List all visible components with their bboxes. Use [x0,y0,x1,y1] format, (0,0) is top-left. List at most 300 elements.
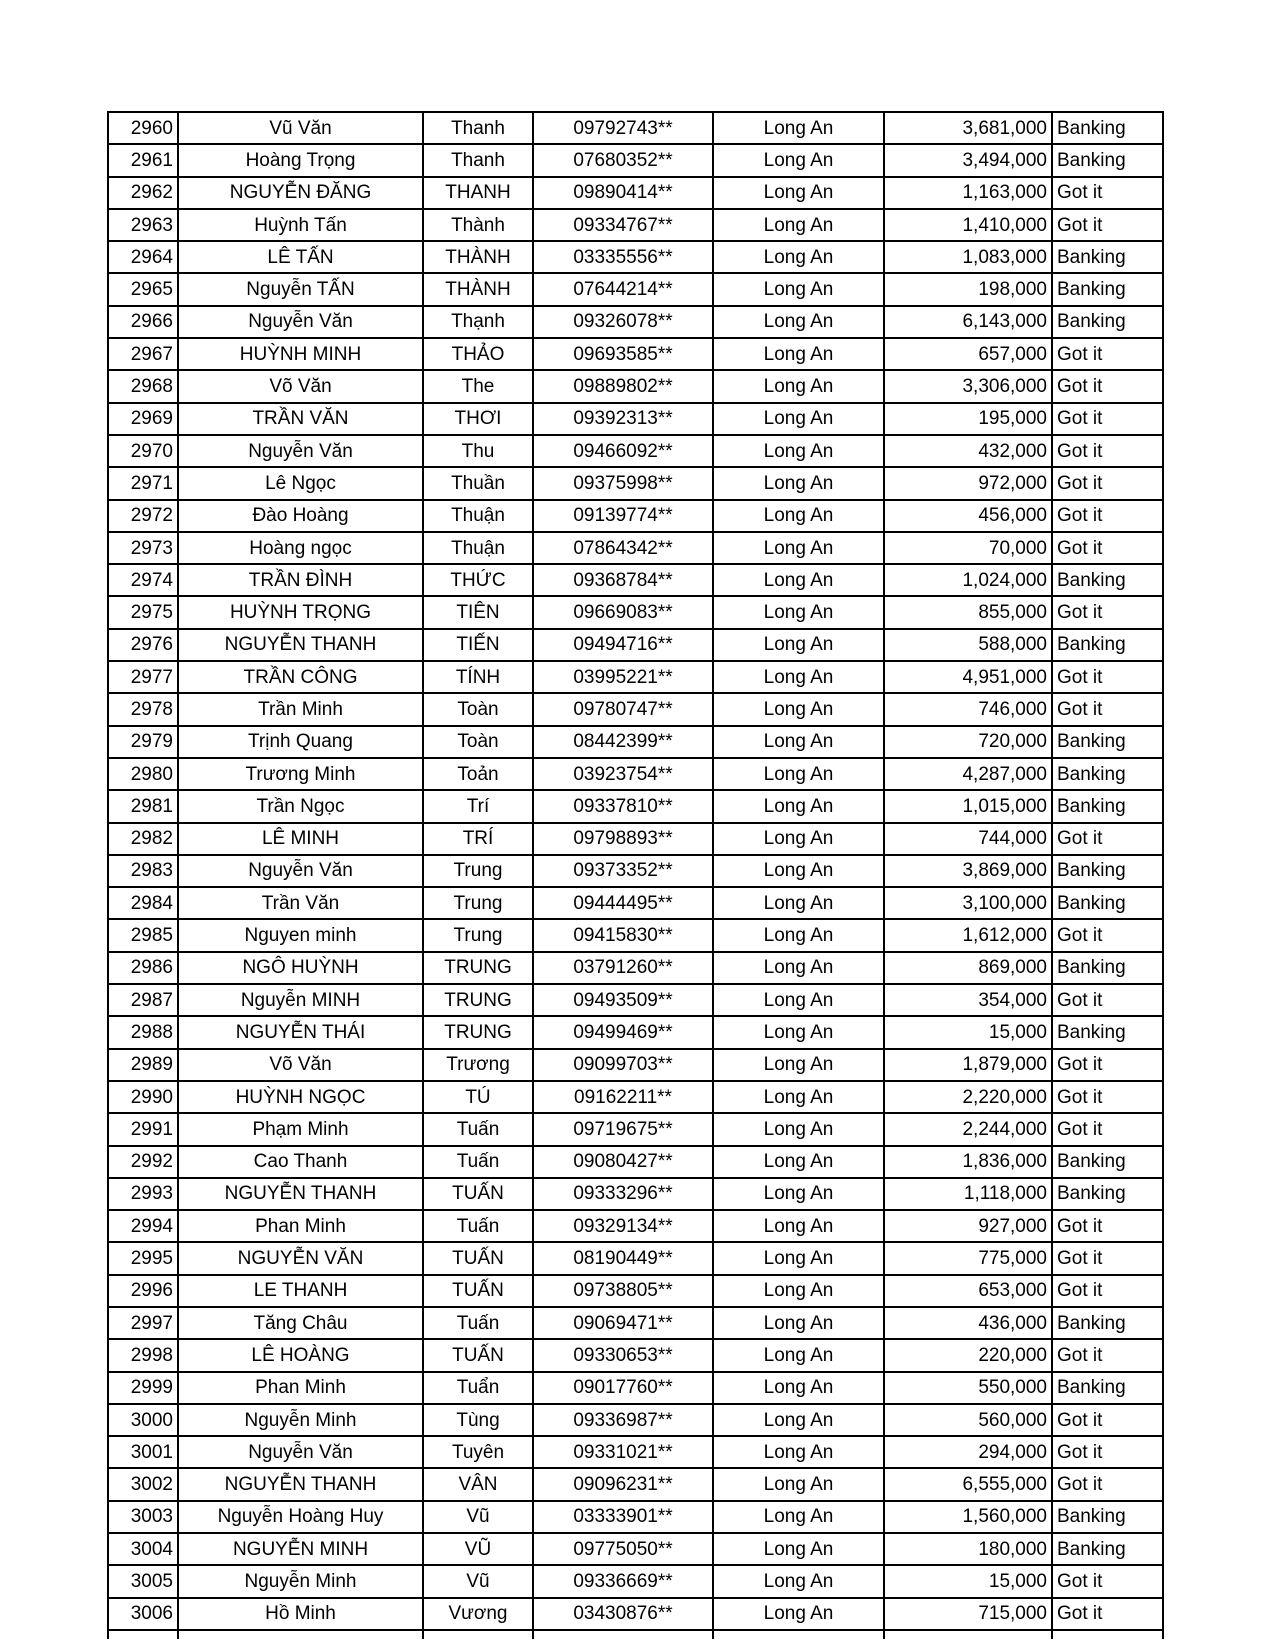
cell-last_name: HUỲNH NGỌC [178,1081,423,1113]
cell-amount: 220,000 [884,1339,1052,1371]
cell-last_name: Nguyễn Văn [178,855,423,887]
cell-first_name: TUẤN [423,1339,533,1371]
cell-status: Got it [1052,1404,1163,1436]
cell-row_id: 2962 [108,177,178,209]
cell-status: Banking [1052,564,1163,596]
cell-province: Long An [713,1210,884,1242]
cell-first_name: THÀNH [423,241,533,273]
cut-off-cell-stub [108,1630,178,1639]
cell-province: Long An [713,370,884,402]
cell-first_name: THẢO [423,338,533,370]
table-row [108,661,1163,693]
cell-first_name: Tuấn [423,1210,533,1242]
table-row [108,338,1163,370]
cell-amount: 1,879,000 [884,1049,1052,1081]
table-row [108,1178,1163,1210]
cell-amount: 1,410,000 [884,209,1052,241]
cell-province: Long An [713,855,884,887]
cell-phone: 03430876** [533,1598,713,1630]
cell-status: Banking [1052,887,1163,919]
cell-phone: 09494716** [533,629,713,661]
cut-off-cell-stub [713,1630,884,1639]
table-row [108,1404,1163,1436]
cell-status: Banking [1052,144,1163,176]
table-row [108,1016,1163,1048]
cell-phone: 03923754** [533,758,713,790]
cell-province: Long An [713,532,884,564]
cell-amount: 560,000 [884,1404,1052,1436]
table-row [108,306,1163,338]
table-row [108,855,1163,887]
cell-status: Got it [1052,823,1163,855]
cell-phone: 09375998** [533,467,713,499]
cell-phone: 09466092** [533,435,713,467]
table-row [108,1372,1163,1404]
cell-last_name: Hồ Minh [178,1598,423,1630]
cell-row_id: 2985 [108,919,178,951]
cell-first_name: Thuận [423,500,533,532]
cell-phone: 08190449** [533,1242,713,1274]
cell-phone: 09139774** [533,500,713,532]
cell-row_id: 3006 [108,1598,178,1630]
cell-status: Got it [1052,693,1163,725]
cell-phone: 09693585** [533,338,713,370]
cut-off-cell-stub [884,1630,1052,1639]
recipient-table [107,111,1164,1639]
cell-row_id: 2971 [108,467,178,499]
cell-first_name: TUẤN [423,1178,533,1210]
cell-province: Long An [713,823,884,855]
cell-amount: 972,000 [884,467,1052,499]
cell-status: Got it [1052,1081,1163,1113]
cell-last_name: Phan Minh [178,1210,423,1242]
cell-amount: 927,000 [884,1210,1052,1242]
cell-province: Long An [713,984,884,1016]
cell-status: Got it [1052,532,1163,564]
cell-first_name: TRUNG [423,952,533,984]
cell-row_id: 2964 [108,241,178,273]
cell-phone: 09780747** [533,693,713,725]
cell-last_name: Võ Văn [178,370,423,402]
cell-status: Got it [1052,500,1163,532]
cell-row_id: 3004 [108,1533,178,1565]
cell-phone: 09080427** [533,1146,713,1178]
cell-last_name: NGUYỄN THANH [178,629,423,661]
cell-status: Got it [1052,1275,1163,1307]
cell-last_name: Phạm Minh [178,1113,423,1145]
cell-phone: 09889802** [533,370,713,402]
cell-last_name: Trần Minh [178,693,423,725]
cell-phone: 09326078** [533,306,713,338]
cell-phone: 09798893** [533,823,713,855]
cell-row_id: 2969 [108,403,178,435]
cell-status: Banking [1052,726,1163,758]
cell-phone: 08442399** [533,726,713,758]
cell-first_name: Toàn [423,693,533,725]
cell-status: Got it [1052,1598,1163,1630]
cell-status: Banking [1052,855,1163,887]
cell-first_name: Vũ [423,1501,533,1533]
cell-last_name: HUỲNH MINH [178,338,423,370]
cell-row_id: 2977 [108,661,178,693]
cell-amount: 1,024,000 [884,564,1052,596]
table-row [108,1049,1163,1081]
cell-status: Got it [1052,338,1163,370]
table-row [108,919,1163,951]
cell-row_id: 3002 [108,1468,178,1500]
cell-amount: 1,612,000 [884,919,1052,951]
cell-first_name: Tùng [423,1404,533,1436]
cell-province: Long An [713,273,884,305]
cell-amount: 1,836,000 [884,1146,1052,1178]
cell-amount: 15,000 [884,1016,1052,1048]
cell-first_name: TUẤN [423,1242,533,1274]
table-row [108,758,1163,790]
table-row [108,1113,1163,1145]
table-row [108,629,1163,661]
cell-last_name: Nguyễn MINH [178,984,423,1016]
cell-amount: 3,306,000 [884,370,1052,402]
cell-phone: 09669083** [533,596,713,628]
cell-amount: 294,000 [884,1436,1052,1468]
cell-row_id: 2999 [108,1372,178,1404]
cell-amount: 3,681,000 [884,112,1052,144]
cell-first_name: TÍNH [423,661,533,693]
cell-amount: 6,555,000 [884,1468,1052,1500]
cut-off-cell-stub [1052,1630,1163,1639]
cell-province: Long An [713,1146,884,1178]
cell-first_name: Vương [423,1598,533,1630]
cell-amount: 775,000 [884,1242,1052,1274]
cell-row_id: 2982 [108,823,178,855]
cell-status: Banking [1052,306,1163,338]
cell-province: Long An [713,693,884,725]
cell-last_name: Nguyễn Minh [178,1565,423,1597]
cell-row_id: 2965 [108,273,178,305]
cell-amount: 3,100,000 [884,887,1052,919]
cell-last_name: LE THANH [178,1275,423,1307]
cell-phone: 09415830** [533,919,713,951]
cell-row_id: 2994 [108,1210,178,1242]
cell-amount: 2,244,000 [884,1113,1052,1145]
cut-off-cell-stub [533,1630,713,1639]
cell-phone: 03333901** [533,1501,713,1533]
cell-phone: 09719675** [533,1113,713,1145]
cell-last_name: Đào Hoàng [178,500,423,532]
cell-status: Banking [1052,758,1163,790]
cell-status: Banking [1052,952,1163,984]
cell-province: Long An [713,435,884,467]
cell-first_name: Thuận [423,532,533,564]
cell-phone: 09099703** [533,1049,713,1081]
cell-amount: 550,000 [884,1372,1052,1404]
cell-first_name: Trung [423,855,533,887]
cell-phone: 09336669** [533,1565,713,1597]
table-row [108,887,1163,919]
cell-province: Long An [713,1178,884,1210]
table-row [108,1468,1163,1500]
cell-phone: 09444495** [533,887,713,919]
cell-province: Long An [713,1533,884,1565]
cell-row_id: 2993 [108,1178,178,1210]
cell-phone: 09334767** [533,209,713,241]
cell-status: Banking [1052,1372,1163,1404]
cell-first_name: Trung [423,887,533,919]
cell-row_id: 2984 [108,887,178,919]
cell-status: Got it [1052,984,1163,1016]
cell-status: Banking [1052,1501,1163,1533]
cell-first_name: Trương [423,1049,533,1081]
cell-last_name: Nguyễn Văn [178,435,423,467]
cell-last_name: Hoàng ngọc [178,532,423,564]
table-row [108,790,1163,822]
cell-province: Long An [713,629,884,661]
cell-first_name: Trí [423,790,533,822]
cell-status: Banking [1052,1533,1163,1565]
cell-status: Banking [1052,1146,1163,1178]
cell-row_id: 2981 [108,790,178,822]
table-row [108,726,1163,758]
cell-first_name: VÂN [423,1468,533,1500]
cell-province: Long An [713,919,884,951]
cell-phone: 09499469** [533,1016,713,1048]
cell-last_name: Trần Văn [178,887,423,919]
cell-row_id: 2966 [108,306,178,338]
cell-row_id: 2975 [108,596,178,628]
cell-amount: 1,083,000 [884,241,1052,273]
cell-phone: 09069471** [533,1307,713,1339]
cell-last_name: Vũ Văn [178,112,423,144]
table-body [108,112,1163,1639]
cut-off-cell-stub [423,1630,533,1639]
cell-province: Long An [713,209,884,241]
cell-phone: 09333296** [533,1178,713,1210]
cell-first_name: Thu [423,435,533,467]
cell-first_name: Toàn [423,726,533,758]
cell-last_name: TRẦN CÔNG [178,661,423,693]
cell-phone: 07644214** [533,273,713,305]
cell-status: Got it [1052,1242,1163,1274]
cell-last_name: NGUYỄN ĐĂNG [178,177,423,209]
cell-amount: 6,143,000 [884,306,1052,338]
cell-last_name: TRẦN ĐÌNH [178,564,423,596]
cell-row_id: 3003 [108,1501,178,1533]
cell-first_name: TRUNG [423,1016,533,1048]
cell-last_name: Nguyen minh [178,919,423,951]
cell-last_name: Tăng Châu [178,1307,423,1339]
cell-phone: 09331021** [533,1436,713,1468]
cell-amount: 456,000 [884,500,1052,532]
cell-status: Banking [1052,273,1163,305]
cell-status: Got it [1052,661,1163,693]
cell-phone: 09775050** [533,1533,713,1565]
cell-province: Long An [713,1242,884,1274]
cell-phone: 09493509** [533,984,713,1016]
cell-row_id: 2960 [108,112,178,144]
cell-first_name: TRÍ [423,823,533,855]
cell-last_name: HUỲNH TRỌNG [178,596,423,628]
cell-province: Long An [713,338,884,370]
cell-row_id: 2995 [108,1242,178,1274]
cell-phone: 03791260** [533,952,713,984]
cell-last_name: Cao Thanh [178,1146,423,1178]
cell-province: Long An [713,1275,884,1307]
cell-last_name: Nguyễn TẤN [178,273,423,305]
cell-status: Banking [1052,112,1163,144]
cell-phone: 09373352** [533,855,713,887]
cell-amount: 3,494,000 [884,144,1052,176]
cell-amount: 354,000 [884,984,1052,1016]
cell-last_name: Lê Ngọc [178,467,423,499]
cell-province: Long An [713,241,884,273]
cell-status: Got it [1052,370,1163,402]
cell-status: Got it [1052,403,1163,435]
cell-first_name: Thành [423,209,533,241]
cell-first_name: Tuấn [423,1113,533,1145]
cell-amount: 1,163,000 [884,177,1052,209]
cell-status: Banking [1052,241,1163,273]
cell-status: Got it [1052,1339,1163,1371]
cell-phone: 09792743** [533,112,713,144]
cell-amount: 4,287,000 [884,758,1052,790]
cell-status: Got it [1052,1049,1163,1081]
cell-row_id: 3001 [108,1436,178,1468]
cell-last_name: Huỳnh Tấn [178,209,423,241]
table-row [108,370,1163,402]
cell-status: Got it [1052,177,1163,209]
cell-province: Long An [713,1404,884,1436]
cell-row_id: 2974 [108,564,178,596]
table-row [108,1501,1163,1533]
cell-last_name: Nguyễn Văn [178,1436,423,1468]
cell-row_id: 2988 [108,1016,178,1048]
cell-province: Long An [713,1565,884,1597]
cell-province: Long An [713,112,884,144]
table-row [108,1275,1163,1307]
cell-province: Long An [713,758,884,790]
cell-province: Long An [713,1113,884,1145]
cell-row_id: 2996 [108,1275,178,1307]
cell-amount: 3,869,000 [884,855,1052,887]
cell-province: Long An [713,1372,884,1404]
cell-row_id: 2983 [108,855,178,887]
cell-first_name: Tuyên [423,1436,533,1468]
cell-first_name: TRUNG [423,984,533,1016]
cell-amount: 195,000 [884,403,1052,435]
cell-status: Banking [1052,629,1163,661]
table-row [108,984,1163,1016]
table-row [108,1339,1163,1371]
cell-amount: 657,000 [884,338,1052,370]
cell-province: Long An [713,467,884,499]
cell-last_name: Hoàng Trọng [178,144,423,176]
cell-row_id: 3005 [108,1565,178,1597]
cell-status: Banking [1052,1307,1163,1339]
cell-last_name: TRẦN VĂN [178,403,423,435]
cell-row_id: 2976 [108,629,178,661]
table-row [108,1081,1163,1113]
cell-phone: 09336987** [533,1404,713,1436]
cell-first_name: Thuần [423,467,533,499]
cell-first_name: TÚ [423,1081,533,1113]
cell-last_name: NGUYỄN THANH [178,1178,423,1210]
cell-row_id: 2963 [108,209,178,241]
table-row [108,273,1163,305]
cell-last_name: Trịnh Quang [178,726,423,758]
cell-row_id: 2970 [108,435,178,467]
cell-amount: 855,000 [884,596,1052,628]
cell-status: Got it [1052,1565,1163,1597]
cell-last_name: Võ Văn [178,1049,423,1081]
cell-province: Long An [713,564,884,596]
cell-phone: 03335556** [533,241,713,273]
cell-last_name: LÊ MINH [178,823,423,855]
cell-province: Long An [713,1468,884,1500]
cell-row_id: 2968 [108,370,178,402]
cell-row_id: 2967 [108,338,178,370]
cell-status: Got it [1052,467,1163,499]
table-row [108,952,1163,984]
cell-province: Long An [713,1016,884,1048]
table-row [108,823,1163,855]
cell-row_id: 2978 [108,693,178,725]
table-row [108,435,1163,467]
cell-first_name: TIÊN [423,596,533,628]
cell-first_name: THANH [423,177,533,209]
cell-first_name: Thạnh [423,306,533,338]
cell-amount: 4,951,000 [884,661,1052,693]
table-row [108,1146,1163,1178]
table-row [108,467,1163,499]
cell-province: Long An [713,306,884,338]
cell-first_name: THỨC [423,564,533,596]
cell-amount: 15,000 [884,1565,1052,1597]
cell-amount: 2,220,000 [884,1081,1052,1113]
cell-province: Long An [713,1307,884,1339]
table-row [108,1436,1163,1468]
cell-phone: 09392313** [533,403,713,435]
cell-province: Long An [713,726,884,758]
cell-province: Long An [713,1598,884,1630]
cell-province: Long An [713,596,884,628]
cell-status: Banking [1052,790,1163,822]
table-row [108,144,1163,176]
cell-first_name: The [423,370,533,402]
cell-last_name: NGUYỄN THÁI [178,1016,423,1048]
cell-status: Got it [1052,1468,1163,1500]
cell-amount: 744,000 [884,823,1052,855]
cell-phone: 09330653** [533,1339,713,1371]
cell-first_name: Thanh [423,144,533,176]
cell-province: Long An [713,1339,884,1371]
cell-first_name: Tuấn [423,1146,533,1178]
cell-first_name: THÀNH [423,273,533,305]
cell-first_name: THƠI [423,403,533,435]
cell-province: Long An [713,1436,884,1468]
table-row [108,1598,1163,1630]
cell-amount: 180,000 [884,1533,1052,1565]
table-row [108,1242,1163,1274]
cell-row_id: 2979 [108,726,178,758]
cell-phone: 09890414** [533,177,713,209]
cell-province: Long An [713,144,884,176]
table-row [108,209,1163,241]
cell-status: Got it [1052,1113,1163,1145]
table-row [108,1565,1163,1597]
cell-province: Long An [713,790,884,822]
cell-row_id: 2980 [108,758,178,790]
table-row [108,177,1163,209]
